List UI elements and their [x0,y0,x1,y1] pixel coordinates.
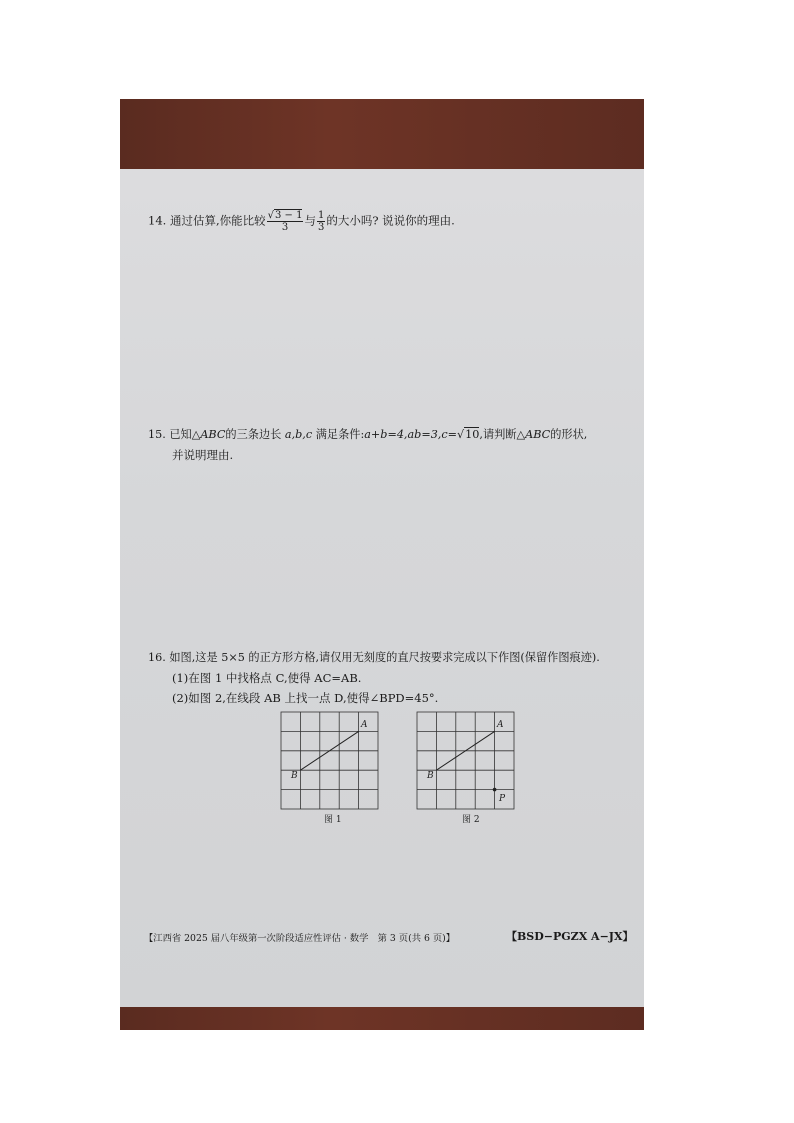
q14-fraction-1: $\frac{√3 - 1}{3}$ [267,210,303,233]
question-15: 15. 已知△ABC的三条边长 a,b,c 满足条件:a+b=4,ab=3,c=√10,请判断△ABC的形状, [148,428,588,441]
q15-cond: a+b=4,ab=3,c= [364,428,458,441]
question-14 [148,210,455,233]
question-15-line2: 并说明理由. [172,448,234,462]
q15-prefix: 15. 已知△ [148,428,201,441]
footer-left: 【江西省 2025 届八年级第一次阶段适应性评估 · 数学 第 3 页(共 6 页)】 [144,933,456,944]
q15-end: 的形状, [550,428,588,441]
q14-frac1-den: 3 [281,222,289,233]
q15-cond-label: 满足条件: [315,428,365,441]
figure-1-label: 图 1 [324,815,342,825]
question-16-line1: 16. 如图,这是 5×5 的正方形方格,请仅用无刻度的直尺按要求完成以下作图(保留作图痕迹). [148,651,600,664]
q14-frac1-num: 3 − 1 [274,210,303,221]
q15-suffix: ,请判断△ [479,428,526,441]
q15-sqrt: 10 [465,428,480,441]
point-b-fig2: B [427,771,434,781]
point-p-fig2: P [499,794,506,804]
point-b-fig1: B [291,771,298,781]
q15-triangle: ABC [200,428,226,441]
point-p-dot [493,788,497,792]
figure-1-grid [278,710,384,812]
photo-background [120,99,644,1030]
q14-prefix: 14. 通过估算,你能比较 [148,213,266,228]
q15-triangle-2: ABC [525,428,551,441]
q14-frac2-den: 3 [317,222,325,233]
q14-middle: 与 [304,213,316,228]
exam-paper [120,169,644,1007]
question-16-line3: (2)如图 2,在线段 AB 上找一点 D,使得∠BPD=45°. [172,691,439,705]
q14-frac2-num: 1 [317,210,325,221]
q15-mid: 的三条边长 [225,428,282,441]
q15-vars: a,b,c [284,428,313,441]
question-16-line2: (1)在图 1 中找格点 C,使得 AC=AB. [172,671,362,685]
point-a-fig1: A [361,720,368,730]
footer-right: 【BSD−PGZX A−JX】 [506,930,634,943]
q14-suffix: 的大小吗? 说说你的理由. [326,213,455,228]
figure-2-label: 图 2 [462,815,480,825]
q14-fraction-2 [317,210,325,233]
point-a-fig2: A [497,720,504,730]
figure-2-grid [414,710,520,812]
